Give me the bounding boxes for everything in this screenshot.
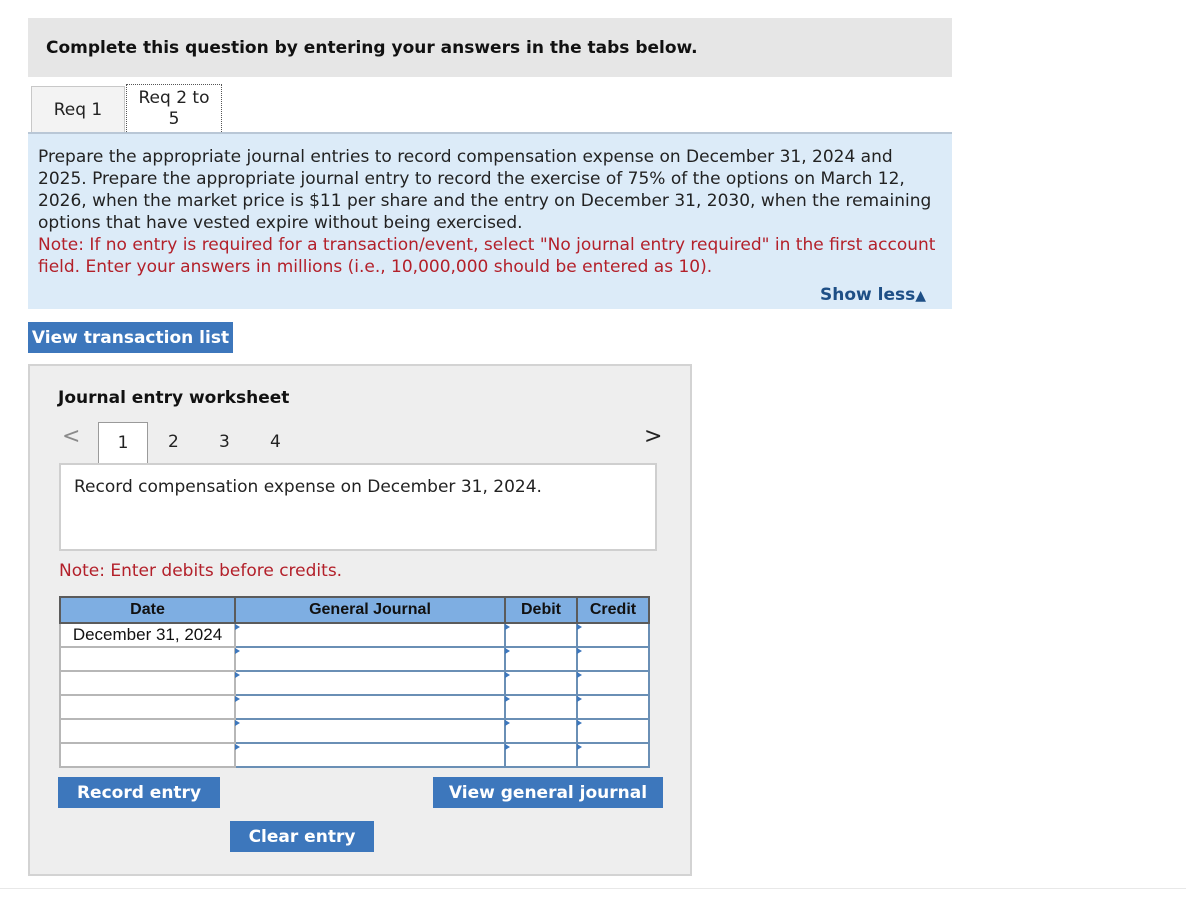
tab-req-1[interactable] — [31, 86, 125, 133]
page-tab-2[interactable]: 2 — [168, 432, 179, 452]
debit-input[interactable] — [505, 719, 577, 743]
worksheet-title: Journal entry worksheet — [58, 388, 290, 408]
tab-req-1-label: Req 1 — [53, 100, 103, 120]
transaction-description-text: Record compensation expense on December 31, 2024. — [74, 477, 542, 497]
show-less-link[interactable] — [820, 284, 926, 307]
debit-input[interactable] — [505, 671, 577, 695]
credit-input[interactable] — [577, 743, 649, 767]
instructions-header — [28, 18, 952, 77]
debit-input[interactable] — [505, 743, 577, 767]
journal-table-header — [60, 597, 649, 623]
instructions-note: Note: If no entry is required for a transaction/event, select "No journal entry required" in the first account field. Enter your answers in millions (i.e., 10,000,000 should be entered as 10). — [38, 235, 936, 277]
tab-req-2-label-line1: Req 2 to — [138, 88, 210, 108]
table-row — [60, 671, 649, 695]
header-date: Date — [60, 597, 235, 623]
account-input[interactable] — [235, 743, 505, 767]
account-input[interactable] — [235, 671, 505, 695]
header-general-journal: General Journal — [235, 597, 505, 623]
credit-input[interactable] — [577, 695, 649, 719]
show-less-label: Show less — [819, 285, 916, 305]
debit-input[interactable] — [505, 647, 577, 671]
header-credit: Credit — [577, 597, 649, 623]
table-row — [60, 719, 649, 743]
tab-req-2-to-5[interactable] — [126, 84, 222, 134]
view-general-journal-button[interactable]: View general journal — [433, 777, 663, 808]
account-input[interactable] — [235, 719, 505, 743]
tab-req-2-label-line2: 5 — [168, 109, 180, 129]
account-input[interactable] — [235, 695, 505, 719]
debit-input[interactable] — [505, 623, 577, 647]
debits-note: Note: Enter debits before credits. — [59, 561, 343, 581]
account-input[interactable] — [235, 623, 505, 647]
debit-input[interactable] — [505, 695, 577, 719]
date-cell[interactable] — [60, 695, 235, 719]
record-entry-button[interactable]: Record entry — [58, 777, 220, 808]
view-transaction-list-button[interactable]: View transaction list — [28, 322, 233, 353]
date-cell[interactable] — [60, 719, 235, 743]
instructions-panel — [28, 134, 952, 309]
page-tab-4[interactable]: 4 — [270, 432, 281, 452]
journal-table — [59, 596, 650, 768]
bottom-divider — [0, 888, 1186, 889]
table-row — [60, 647, 649, 671]
header-text: Complete this question by entering your answers in the tabs below. — [46, 37, 698, 58]
date-cell[interactable] — [60, 743, 235, 767]
date-cell[interactable] — [60, 647, 235, 671]
table-row — [60, 743, 649, 767]
table-row — [60, 695, 649, 719]
credit-input[interactable] — [577, 719, 649, 743]
chevron-left-icon[interactable]: < — [62, 424, 81, 449]
date-cell[interactable]: December 31, 2024 — [60, 623, 235, 647]
header-debit: Debit — [505, 597, 577, 623]
question-text: Prepare the appropriate journal entries to record compensation expense on December 31, 2024 and 2025. Prepare the appropriate journal entry to record the exercise of 75% of the options on March 12, 2026, when the market price is $11 per share and the entry on December 31, 2030, when the remaining options that have vested expire without being exercised. — [38, 147, 932, 233]
page-tab-3[interactable]: 3 — [219, 432, 230, 452]
journal-entry-worksheet — [28, 364, 692, 876]
table-row — [60, 623, 649, 647]
account-input[interactable] — [235, 647, 505, 671]
chevron-right-icon[interactable]: > — [644, 424, 663, 449]
credit-input[interactable] — [577, 647, 649, 671]
page-tab-1[interactable] — [98, 422, 148, 463]
transaction-description — [59, 463, 657, 551]
triangle-up-icon: ▲ — [915, 288, 926, 304]
credit-input[interactable] — [577, 623, 649, 647]
date-cell[interactable] — [60, 671, 235, 695]
credit-input[interactable] — [577, 671, 649, 695]
clear-entry-button[interactable]: Clear entry — [230, 821, 374, 852]
page-tab-1-label: 1 — [117, 433, 129, 453]
